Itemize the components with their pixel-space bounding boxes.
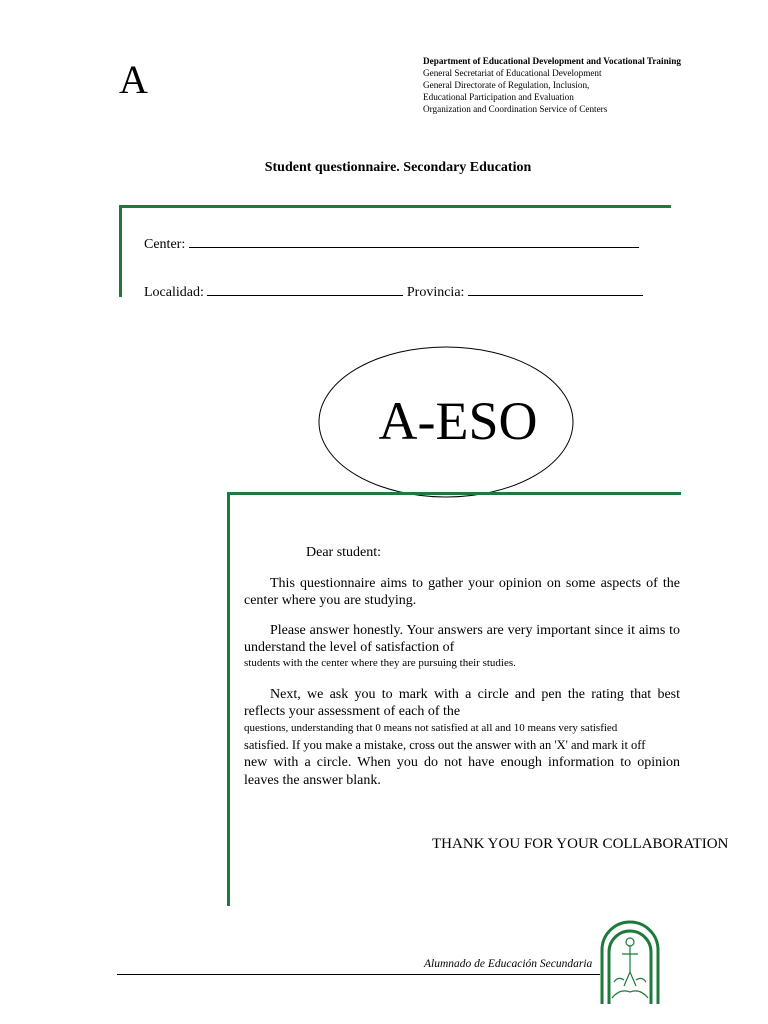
paragraph-3-text: Next, we ask you to mark with a circle and pen the rating that best reflects your assessment of each of the (244, 687, 680, 719)
province-label: Provincia: (406, 285, 465, 300)
paragraph-1-text: This questionnaire aims to gather your opinion on some aspects of the center where you are studying. (244, 576, 680, 608)
province-blank[interactable] (468, 283, 643, 296)
center-field[interactable] (144, 235, 639, 253)
header-line-4: Organization and Coordination Service of Centers (423, 104, 608, 114)
header-line-2: General Directorate of Regulation, Inclusion, (423, 80, 590, 90)
junta-logo-icon (598, 920, 662, 1004)
header-line-1: General Secretariat of Educational Development (423, 68, 602, 78)
thank-you-text: THANK YOU FOR YOUR COLLABORATION (432, 836, 729, 852)
locality-blank[interactable] (207, 283, 403, 296)
paragraph-2-small: students with the center where they are pursuing their studies. (244, 657, 516, 669)
paragraph-1 (244, 575, 680, 609)
questionnaire-title: Student questionnaire. Secondary Education (264, 160, 532, 175)
frame-left-line (119, 205, 122, 297)
paragraph-2-text: Please answer honestly. Your answers are very important since it aims to understand the level of satisfaction of (244, 623, 680, 655)
center-blank[interactable] (189, 235, 639, 248)
header-line-3: Educational Participation and Evaluation (423, 92, 574, 102)
locality-label: Localidad: (144, 285, 204, 300)
paragraph-3-small: questions, understanding that 0 means not satisfied at all and 10 means very satisfied (244, 722, 618, 734)
paragraph-3-end: new with a circle. When you do not have enough information to opinion leaves the answer blank. (244, 755, 680, 788)
paragraph-3-mistake: satisfied. If you make a mistake, cross out the answer with an 'X' and mark it off (244, 738, 646, 752)
paragraph-2 (244, 622, 680, 671)
footer-text: Alumnado de Educación Secundaria (424, 958, 593, 970)
frame-top-line (119, 205, 671, 208)
footer-rule (117, 974, 600, 975)
center-label: Center: (144, 237, 186, 252)
greeting: Dear student: (306, 545, 382, 560)
questionnaire-code: A-ESO (378, 391, 538, 451)
form-letter: A (119, 57, 148, 102)
locality-province-field[interactable] (144, 283, 643, 301)
letter-frame-left-line (227, 492, 230, 906)
paragraph-3 (244, 686, 680, 790)
letter-frame-top-line (227, 492, 681, 495)
department-name: Department of Educational Development and Vocational Training (423, 56, 681, 66)
